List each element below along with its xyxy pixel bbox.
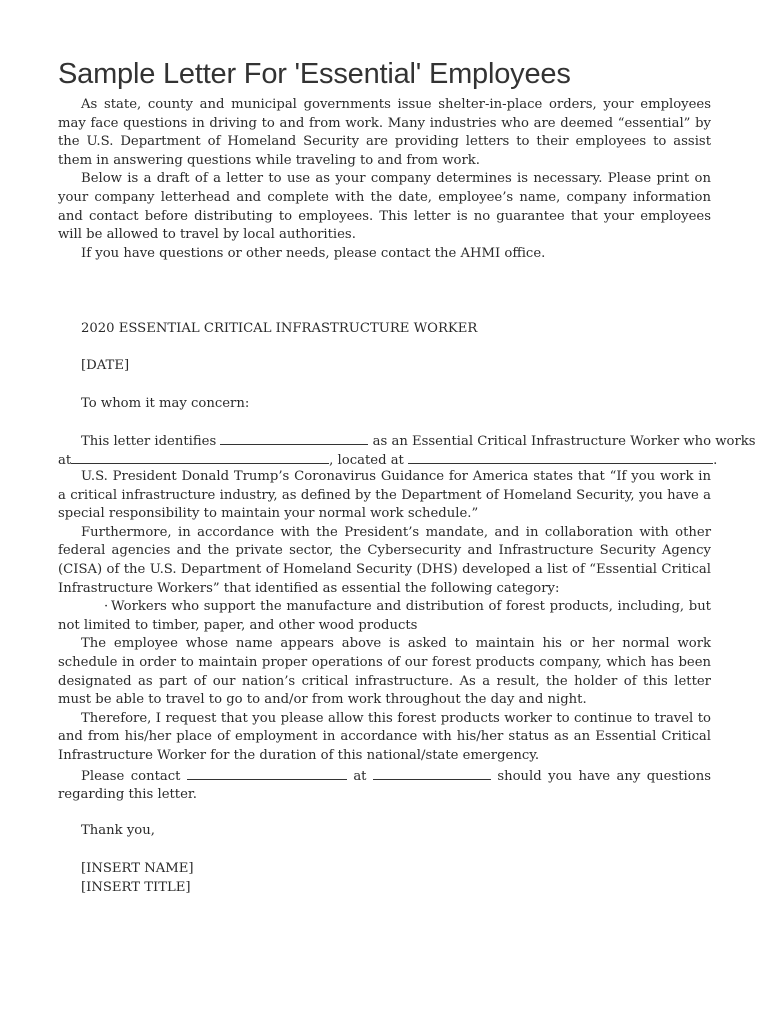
contact-text-1: Please contact <box>81 768 181 784</box>
contact-info-blank[interactable] <box>373 766 491 780</box>
insert-name-placeholder: [INSERT NAME] <box>81 861 194 876</box>
therefore-paragraph: Therefore, I request that you please allow this forest products worker to continue to travel to and from his/her place of employment in accordance with his/her status as an Essential Critical Infrastructure Worker for the duration of this national/state emergency. <box>58 710 711 763</box>
bullet-dot: · <box>104 599 109 615</box>
employee-name-blank[interactable] <box>220 431 368 445</box>
bullet-text: Workers who support the manufacture and distribution of forest products, including, but not limited to timber, paper, and other wood products <box>58 599 711 633</box>
company-name-blank[interactable] <box>71 450 329 464</box>
guidance-paragraph: U.S. President Donald Trump’s Coronavirus Guidance for America states that “If you work in a critical infrastructure industry, as defined by the Department of Homeland Security, you have a special responsibility to maintain your normal work schedule.” <box>58 469 711 522</box>
insert-title-placeholder: [INSERT TITLE] <box>81 880 191 895</box>
contact-name-blank[interactable] <box>187 766 347 780</box>
located-at-text: , located at <box>329 453 404 468</box>
intro-paragraph-1: As state, county and municipal governments issue shelter-in-place orders, your employees may face questions in driving to and from work. Many industries who are deemed “essential” by the U.S. Department of Homeland Security are providing letters to their employees to assist them in answering questions while traveling to and from work. <box>58 97 711 168</box>
contact-text-3: should you have any questions regarding this letter. <box>58 768 711 803</box>
employee-paragraph: The employee whose name appears above is asked to maintain his or her normal work schedule in order to maintain proper operations of our forest products company, which has been designated as part of our nation’s critical infrastructure. As a result, the holder of this letter must be able to travel to go to and/or from work throughout the day and night. <box>58 636 711 708</box>
identifies-text-1: This letter identifies <box>81 434 217 449</box>
furthermore-paragraph: Furthermore, in accordance with the President’s mandate, and in collaboration with other federal agencies and the private sector, the Cybersecurity and Infrastructure Security Agency (CISA) of the U.S. Department of Homeland Security (DHS) developed a list of “Essential Critical Infrastructure Workers” that identified as essential the following category: <box>58 524 711 596</box>
salutation: To whom it may concern: <box>81 396 250 411</box>
intro-paragraph-2: Below is a draft of a letter to use as your company determines is necessary. Please print on your company letterhead and complete with the date, employee’s name, company information and contact before distributing to employees. This letter is no guarantee that your employees will be allowed to travel by local authorities. <box>58 171 711 243</box>
intro-paragraph-3: If you have questions or other needs, please contact the AHMI office. <box>81 245 546 261</box>
date-placeholder: [DATE] <box>81 358 130 373</box>
closing: Thank you, <box>81 823 155 838</box>
letter-body <box>58 468 711 805</box>
contact-paragraph <box>58 766 711 805</box>
letter-heading: 2020 ESSENTIAL CRITICAL INFRASTRUCTURE WORKER <box>81 321 478 336</box>
period-text: . <box>713 453 718 468</box>
contact-text-2: at <box>353 768 367 784</box>
bullet-item <box>58 598 711 635</box>
company-address-blank[interactable] <box>408 450 713 464</box>
intro-section <box>58 96 711 263</box>
page-title: Sample Letter For 'Essential' Employees <box>58 58 571 90</box>
identifies-line <box>81 431 756 452</box>
at-text: at <box>58 453 72 468</box>
identifies-text-2: as an Essential Critical Infrastructure Worker who works <box>372 434 756 449</box>
